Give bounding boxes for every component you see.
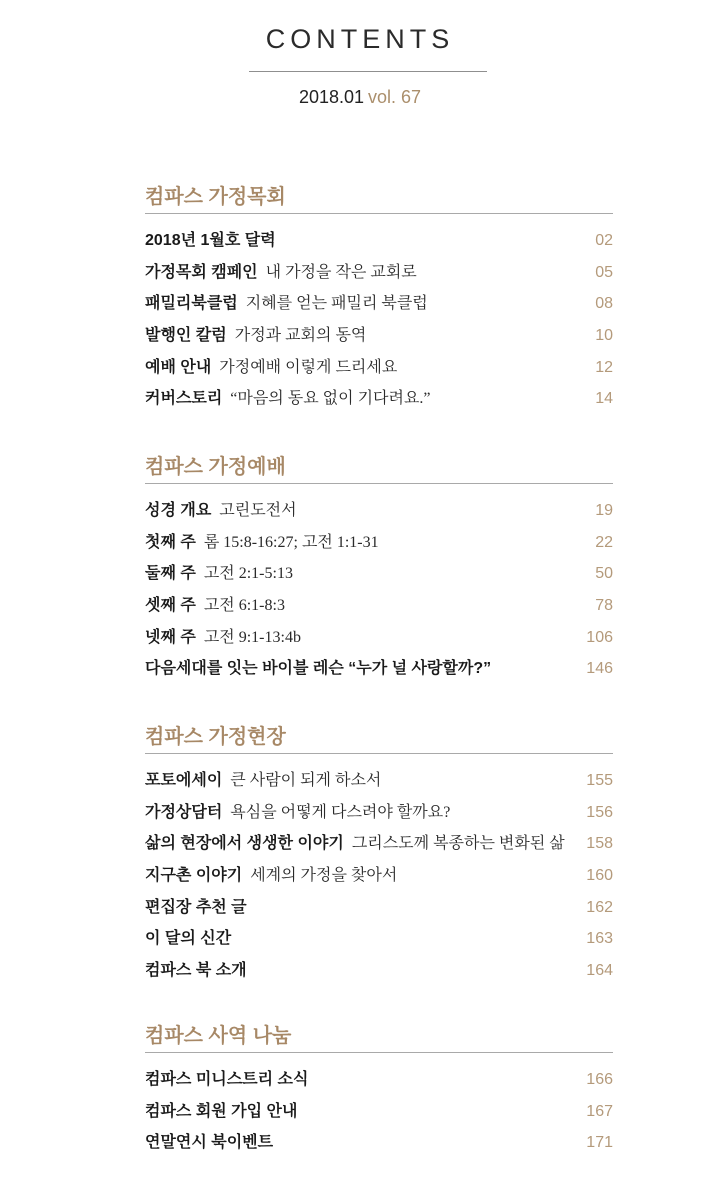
section-divider bbox=[145, 483, 613, 484]
page-number: 146 bbox=[586, 660, 613, 678]
entry-subtitle: 고전 6:1-8:3 bbox=[203, 597, 285, 615]
entry-title: 삶의 현장에서 생생한 이야기 bbox=[145, 835, 344, 853]
section-divider bbox=[145, 753, 613, 754]
page-number: 12 bbox=[595, 358, 613, 376]
toc-entries bbox=[145, 765, 613, 987]
toc-entry[interactable] bbox=[145, 1064, 613, 1096]
entry-title: 첫째 주 bbox=[145, 533, 196, 551]
toc-entry[interactable] bbox=[145, 352, 613, 384]
page-number: 02 bbox=[595, 232, 613, 249]
entry-subtitle: 세계의 가정을 찾아서 bbox=[250, 867, 398, 885]
entry-subtitle: 가정예배 이렇게 드리세요 bbox=[219, 358, 398, 376]
toc-section bbox=[145, 182, 613, 415]
entry-subtitle: 그리스도께 복종하는 변화된 삶 bbox=[351, 835, 565, 853]
entry-subtitle: 가정과 교회의 동역 bbox=[234, 327, 367, 345]
issue-volume: vol. 67 bbox=[368, 87, 422, 107]
entry-title: 가정상담터 bbox=[145, 803, 223, 821]
page-number: 14 bbox=[595, 390, 613, 408]
page-number: 19 bbox=[595, 502, 613, 519]
entry-title: 둘째 주 bbox=[145, 565, 196, 583]
section-divider bbox=[145, 1052, 613, 1053]
entry-title: 가정목회 캠페인 bbox=[145, 263, 258, 281]
toc-entries bbox=[145, 1064, 613, 1159]
page-title: CONTENTS bbox=[265, 24, 455, 54]
entry-title: 커버스토리 bbox=[145, 390, 223, 408]
toc-entry[interactable] bbox=[145, 955, 613, 987]
entry-title: 넷째 주 bbox=[145, 628, 196, 646]
page-number: 106 bbox=[586, 628, 613, 646]
toc-entry[interactable] bbox=[145, 320, 613, 352]
toc-entry[interactable] bbox=[145, 1096, 613, 1128]
entry-title: 컴파스 회원 가입 안내 bbox=[145, 1102, 298, 1120]
toc-section bbox=[145, 452, 613, 685]
entry-title: 컴파스 미니스트리 소식 bbox=[145, 1071, 309, 1088]
toc-entry[interactable] bbox=[145, 558, 613, 590]
toc-entry[interactable] bbox=[145, 288, 613, 320]
toc-entry[interactable] bbox=[145, 653, 613, 685]
page-number: 50 bbox=[595, 565, 613, 583]
entry-title: 포토에세이 bbox=[145, 772, 223, 789]
section-title: 컴파스 사역 나눔 bbox=[145, 1025, 292, 1047]
toc-entry[interactable] bbox=[145, 765, 613, 797]
page-number: 162 bbox=[586, 898, 613, 916]
toc-section bbox=[145, 1021, 613, 1159]
page-number: 158 bbox=[586, 835, 613, 853]
entry-subtitle: 롬 15:8-16:27; 고전 1:1-31 bbox=[203, 533, 379, 551]
entry-title: 편집장 추천 글 bbox=[145, 898, 247, 916]
entry-title: 셋째 주 bbox=[145, 597, 196, 615]
entry-subtitle: 큰 사람이 되게 하소서 bbox=[230, 772, 382, 789]
toc-entry[interactable] bbox=[145, 923, 613, 955]
page-number: 167 bbox=[586, 1102, 613, 1120]
section-title: 컴파스 가정목회 bbox=[145, 186, 286, 208]
toc-entry[interactable] bbox=[145, 797, 613, 829]
entry-title: 연말연시 북이벤트 bbox=[145, 1134, 274, 1152]
section-title: 컴파스 가정예배 bbox=[145, 456, 286, 478]
toc-section bbox=[145, 722, 613, 987]
entry-title: 컴파스 북 소개 bbox=[145, 962, 247, 980]
entry-title: 이 달의 신간 bbox=[145, 930, 232, 948]
entry-title: 예배 안내 bbox=[145, 358, 212, 376]
toc-entry[interactable] bbox=[145, 257, 613, 289]
toc-entry[interactable] bbox=[145, 828, 613, 860]
entry-title: 패밀리북클럽 bbox=[145, 295, 238, 313]
toc-entry[interactable] bbox=[145, 892, 613, 924]
entry-subtitle: 욕심을 어떻게 다스려야 할까요? bbox=[230, 803, 451, 821]
page-number: 156 bbox=[586, 803, 613, 821]
toc-entries bbox=[145, 225, 613, 415]
page-number: 160 bbox=[586, 867, 613, 885]
entry-subtitle: “마음의 동요 없이 기다려요.” bbox=[230, 390, 431, 408]
toc-entry[interactable] bbox=[145, 527, 613, 559]
page-number: 22 bbox=[595, 533, 613, 551]
page-number: 171 bbox=[586, 1134, 613, 1152]
entry-title: 발행인 칼럼 bbox=[145, 327, 227, 345]
toc-entry[interactable] bbox=[145, 383, 613, 415]
page-number: 164 bbox=[586, 962, 613, 980]
entry-subtitle: 고전 9:1-13:4b bbox=[203, 628, 301, 646]
toc-entry[interactable] bbox=[145, 860, 613, 892]
page-number: 163 bbox=[586, 930, 613, 948]
entry-title: 2018년 1월호 달력 bbox=[145, 232, 276, 249]
section-title: 컴파스 가정현장 bbox=[145, 726, 286, 748]
toc-entry[interactable] bbox=[145, 495, 613, 527]
issue-info bbox=[0, 87, 720, 108]
page-number: 10 bbox=[595, 327, 613, 345]
page-number: 08 bbox=[595, 295, 613, 313]
issue-date: 2018.01 bbox=[298, 87, 365, 107]
toc-entry[interactable] bbox=[145, 622, 613, 654]
page-number: 05 bbox=[595, 263, 613, 281]
page-number: 166 bbox=[586, 1071, 613, 1088]
entry-title: 지구촌 이야기 bbox=[145, 867, 243, 885]
toc-entry[interactable] bbox=[145, 225, 613, 257]
entry-subtitle: 내 가정을 작은 교회로 bbox=[265, 263, 417, 281]
entry-subtitle: 고린도전서 bbox=[219, 502, 297, 519]
toc-entries bbox=[145, 495, 613, 685]
entry-title: 다음세대를 잇는 바이블 레슨 “누가 널 사랑할까?” bbox=[145, 660, 492, 678]
page-number: 78 bbox=[595, 597, 613, 615]
title-divider bbox=[249, 71, 487, 72]
entry-title: 성경 개요 bbox=[145, 502, 212, 519]
entry-subtitle: 지혜를 얻는 패밀리 북클럽 bbox=[245, 295, 428, 313]
page-number: 155 bbox=[586, 772, 613, 789]
toc-entry[interactable] bbox=[145, 1127, 613, 1159]
entry-subtitle: 고전 2:1-5:13 bbox=[203, 565, 293, 583]
section-divider bbox=[145, 213, 613, 214]
toc-entry[interactable] bbox=[145, 590, 613, 622]
